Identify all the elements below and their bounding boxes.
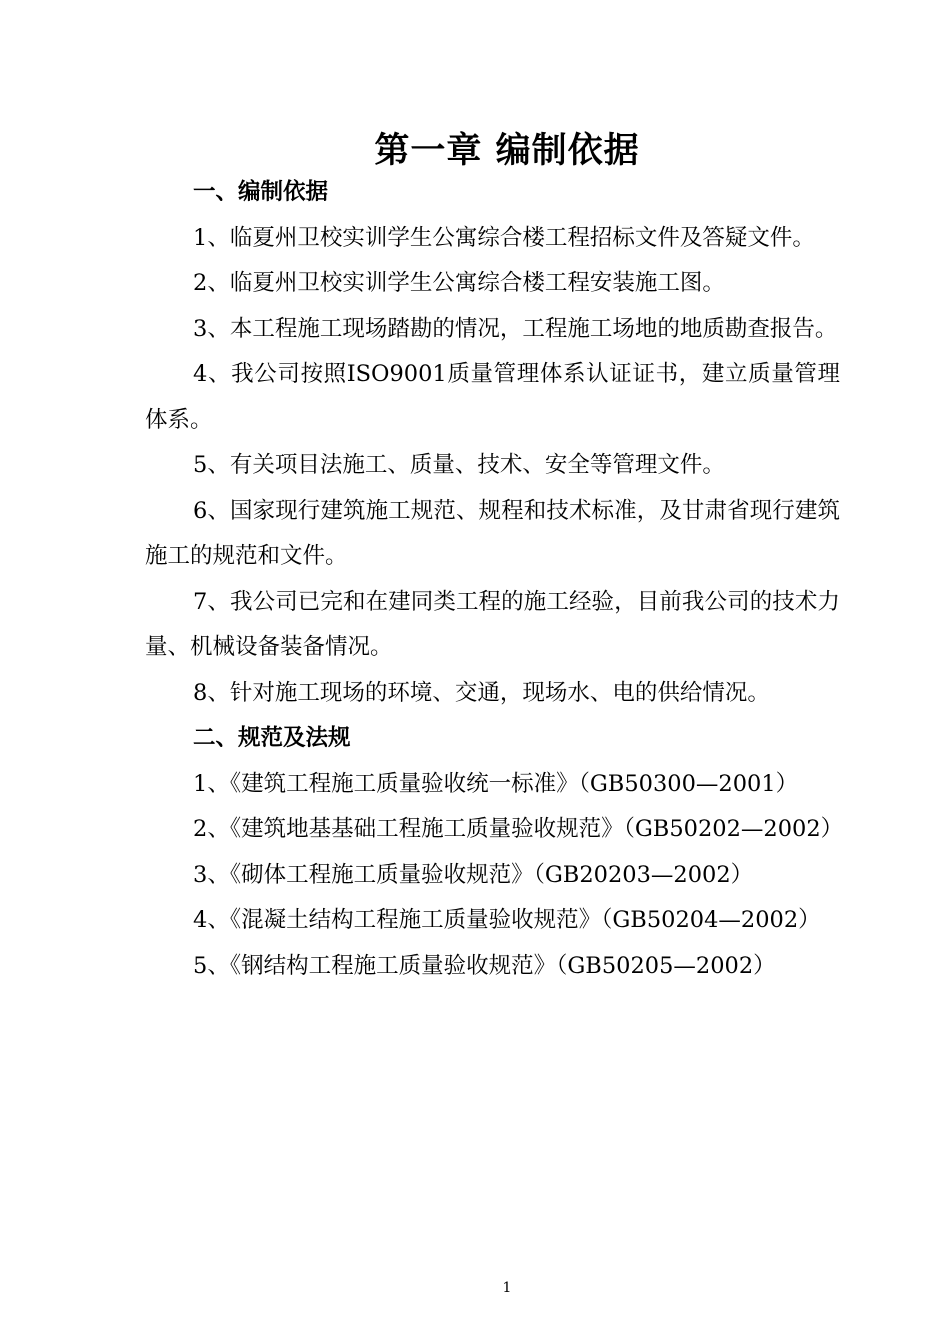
basis-item: 8、针对施工现场的环境、交通，现场水、电的供给情况。 [193,679,770,706]
page-number: 1 [502,1280,512,1296]
standard-item: 4、《混凝土结构工程施工质量验收规范》（GB50204—2002） [193,907,821,933]
basis-item: 6、国家现行建筑施工规范、规程和技术标准，及甘肃省现行建筑施工的规范和文件。 [145,497,840,569]
section-heading-standards: 二、规范及法规 [193,725,351,751]
basis-item: 2、临夏州卫校实训学生公寓综合楼工程安装施工图。 [193,270,725,296]
standard-item: 2、《建筑地基基础工程施工质量验收规范》（GB50202—2002） [193,816,844,842]
standard-item: 1、《建筑工程施工质量验收统一标准》（GB50300—2001） [193,770,799,797]
basis-item: 7、我公司已完和在建同类工程的施工经验，目前我公司的技术力量、机械设备装备情况。 [145,588,840,660]
standard-item: 3、《砌体工程施工质量验收规范》（GB20203—2002） [193,861,754,888]
basis-item: 5、有关项目法施工、质量、技术、安全等管理文件。 [193,452,725,478]
chapter-title: 第一章 编制依据 [374,130,640,171]
basis-item: 4、我公司按照ISO9001质量管理体系认证证书，建立质量管理体系。 [145,361,840,433]
basis-item: 3、本工程施工现场踏勘的情况，工程施工场地的地质勘查报告。 [193,315,838,342]
basis-item: 1、临夏州卫校实训学生公寓综合楼工程招标文件及答疑文件。 [193,224,815,251]
document-body [145,170,844,989]
standard-item: 5、《钢结构工程施工质量验收规范》（GB50205—2002） [193,952,776,979]
section-heading-basis: 一、编制依据 [193,179,329,205]
